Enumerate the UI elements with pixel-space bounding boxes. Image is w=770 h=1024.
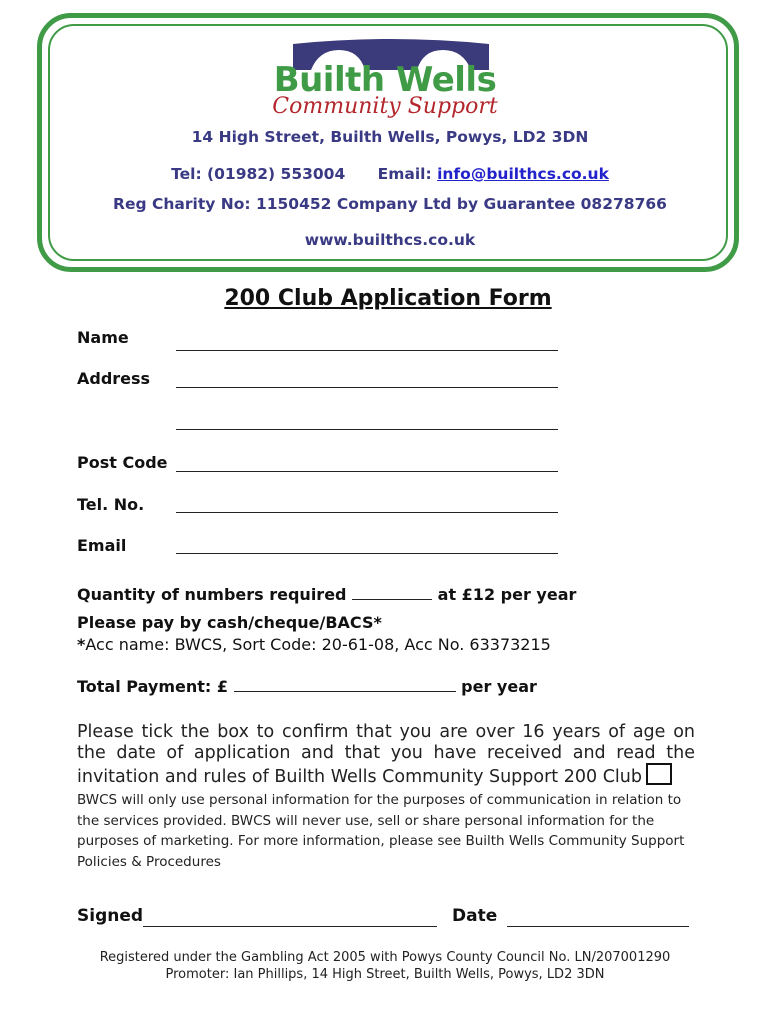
email-field-label: Email: [77, 536, 127, 555]
postcode-field[interactable]: [176, 471, 558, 472]
address-label: Address: [77, 369, 151, 388]
date-label: Date: [452, 906, 498, 926]
payment-method: Please pay by cash/cheque/BACS*: [77, 613, 382, 632]
quantity-field[interactable]: [352, 598, 432, 600]
age-confirmation-text: Please tick the box to confirm that you are over 16 years of age on the date of application and that you have received and read the invitation and rules of Builth Wells Community Support 200 Club: [77, 722, 695, 787]
website-text: www.builthcs.co.uk: [304, 231, 476, 249]
total-field[interactable]: [234, 690, 456, 692]
contact-line: [0, 164, 770, 184]
tel-label: Tel. No.: [77, 495, 145, 514]
tel-field[interactable]: [176, 512, 558, 513]
form-title: 200 Club Application Form: [224, 286, 552, 311]
charity-info: Reg Charity No: 1150452 Company Ltd by Guarantee 08278766: [113, 195, 667, 213]
logo-subtitle: Community Support: [272, 94, 498, 119]
email-label: Email:: [377, 165, 432, 183]
signed-label: Signed: [77, 906, 144, 926]
org-address: 14 High Street, Builth Wells, Powys, LD2 3DN: [191, 128, 589, 146]
address-field-line2[interactable]: [176, 429, 558, 430]
footer-promoter: Promoter: Ian Phillips, 14 High Street, Builth Wells, Powys, LD2 3DN: [165, 967, 605, 982]
age-confirmation: [77, 722, 695, 788]
address-field-line1[interactable]: [176, 387, 558, 388]
account-details-text: Acc name: BWCS, Sort Code: 20-61-08, Acc No. 63373215: [85, 635, 551, 654]
logo-title: Builth Wells: [273, 60, 497, 100]
account-details: [77, 635, 551, 655]
signature-field[interactable]: [143, 926, 437, 927]
name-field[interactable]: [176, 350, 558, 351]
total-row: [77, 677, 537, 697]
quantity-label: Quantity of numbers required: [77, 585, 347, 604]
quantity-price: at £12 per year: [437, 585, 577, 604]
account-star: *: [77, 635, 86, 654]
tel-text: Tel: (01982) 553004: [171, 165, 346, 183]
footer-registration: Registered under the Gambling Act 2005 with Powys County Council No. LN/207001290: [99, 950, 671, 965]
total-label: Total Payment: £: [77, 677, 228, 696]
email-field[interactable]: [176, 553, 558, 554]
total-suffix: per year: [461, 677, 537, 696]
email-link[interactable]: info@builthcs.co.uk: [437, 165, 609, 183]
date-field[interactable]: [507, 926, 689, 927]
name-label: Name: [77, 328, 129, 347]
privacy-notice: BWCS will only use personal information for the purposes of communication in relation to the services provided. BWCS will never use, sell or share personal information for the purposes of marketing. For more information, please see Builth Wells Community Support Policies & Procedures: [77, 792, 685, 870]
quantity-row: [77, 585, 576, 605]
age-confirm-checkbox[interactable]: [646, 763, 672, 785]
postcode-label: Post Code: [77, 453, 168, 472]
